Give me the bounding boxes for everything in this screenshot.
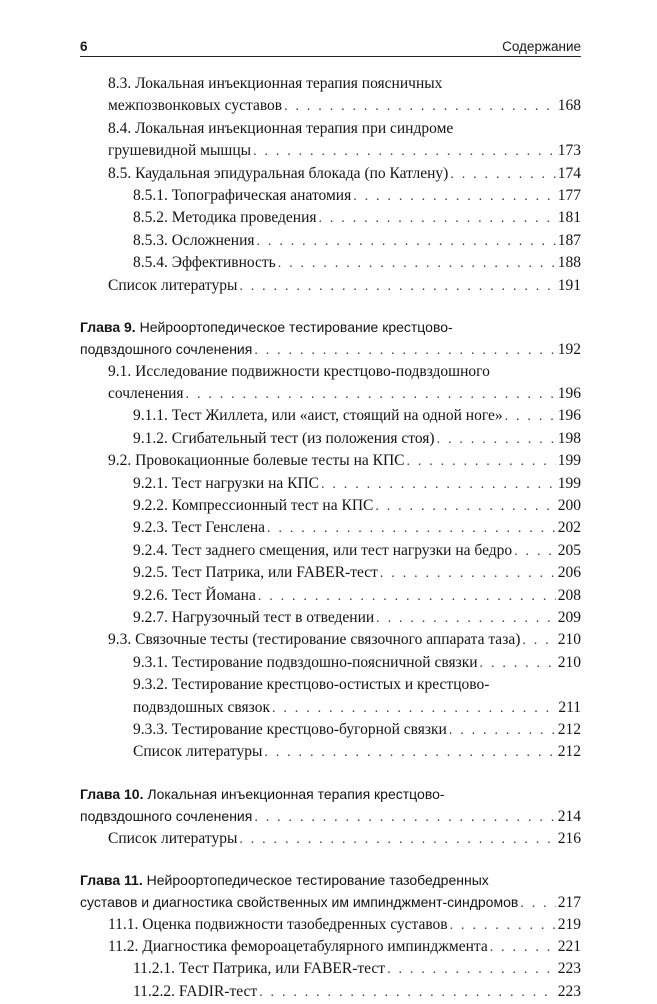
toc-entry[interactable] — [80, 118, 581, 140]
toc-entry-text: 9.3.3. Тестирование крестцово-бугорной связки — [133, 720, 447, 738]
toc-page-number: 210 — [557, 653, 581, 671]
toc-chapter-line[interactable] — [80, 869, 581, 891]
dot-leader — [522, 630, 555, 652]
toc-entry-title — [80, 869, 489, 891]
toc-entry[interactable] — [80, 428, 581, 450]
toc-entry-title — [133, 697, 270, 719]
toc-entry[interactable] — [80, 405, 581, 427]
dot-leader — [278, 253, 556, 275]
toc-entry-text: 8.5.4. Эффективность — [133, 254, 276, 272]
toc-page-number: 198 — [557, 429, 581, 447]
chapter-label: Глава 10. — [80, 785, 144, 802]
dot-leader — [505, 406, 556, 428]
section-gap — [80, 297, 581, 316]
header-rule — [80, 56, 581, 57]
toc-page-number: 206 — [557, 564, 581, 582]
dot-leader — [258, 586, 556, 608]
dot-leader — [376, 608, 556, 630]
dot-leader — [284, 96, 556, 118]
dot-leader — [480, 653, 556, 675]
toc-chapter-line[interactable] — [80, 338, 581, 360]
toc-page-number: 181 — [557, 209, 581, 227]
toc-page-number: 212 — [557, 743, 581, 761]
dot-leader — [257, 231, 556, 253]
toc-page-number: 216 — [557, 829, 581, 847]
toc-entry[interactable] — [80, 473, 581, 495]
toc-entry-text: Локальная инъекционная терапия крестцово- — [147, 785, 445, 802]
dot-leader — [254, 807, 555, 829]
toc-entry[interactable] — [80, 383, 581, 405]
toc-entry[interactable] — [80, 140, 581, 162]
dot-leader — [239, 276, 555, 298]
dot-leader — [272, 698, 556, 720]
toc-entry-title — [108, 163, 448, 185]
toc-entry-text: Нейроортопедическое тестирование крестцово- — [139, 318, 453, 335]
toc-entry-text: 8.5.1. Топографическая анатомия — [133, 186, 352, 204]
toc-entry[interactable] — [80, 629, 581, 651]
dot-leader — [321, 474, 556, 496]
toc-entry-title — [133, 719, 447, 741]
dot-leader — [514, 541, 556, 563]
dot-leader — [449, 720, 556, 742]
toc-page-number: 209 — [557, 608, 581, 626]
toc-entry-title — [133, 473, 319, 495]
toc-page-number: 202 — [557, 519, 581, 537]
toc-page-number: 177 — [557, 186, 581, 204]
dot-leader — [520, 893, 555, 915]
toc-entry[interactable] — [80, 185, 581, 207]
toc-entry[interactable] — [80, 540, 581, 562]
toc-page-number: 199 — [557, 452, 581, 470]
dot-leader — [407, 451, 556, 473]
toc-entry[interactable] — [80, 252, 581, 274]
toc-entry[interactable] — [80, 361, 581, 383]
toc-page-number: 187 — [557, 231, 581, 249]
toc-entry-text: Список литературы — [133, 743, 263, 761]
toc-entry-text: 9.1.2. Сгибательный тест (из положения стоя) — [133, 429, 435, 447]
toc-entry-text: 8.4. Локальная инъекционная терапия при синдроме — [108, 119, 454, 137]
toc-page-number: 219 — [557, 915, 581, 933]
toc-page-number: 188 — [557, 254, 581, 272]
toc-page-number: 221 — [557, 938, 581, 956]
toc-entry-text: сочленения — [108, 385, 184, 403]
toc-entry-text: 8.5. Каудальная эпидуральная блокада (по Катлену) — [108, 164, 449, 182]
toc-entry[interactable] — [80, 607, 581, 629]
toc-entry-title — [133, 607, 374, 629]
toc-page-number: 211 — [558, 698, 581, 716]
dot-leader — [380, 563, 556, 585]
toc-entry-text: Список литературы — [108, 829, 238, 847]
dot-leader — [264, 742, 555, 764]
dot-leader — [353, 186, 556, 208]
toc-entry-title — [133, 585, 256, 607]
toc-entry-text: 8.5.2. Методика проведения — [133, 209, 317, 227]
toc-entry[interactable] — [80, 585, 581, 607]
dot-leader — [253, 141, 556, 163]
toc-chapter-line[interactable] — [80, 316, 581, 338]
toc-page-number: 212 — [557, 720, 581, 738]
toc-entry-title — [133, 405, 503, 427]
dot-leader — [186, 384, 556, 406]
toc-entry-text: 9.2.1. Тест нагрузки на КПС — [133, 474, 319, 492]
toc-entry[interactable] — [80, 914, 581, 936]
toc-entry-title — [133, 674, 489, 696]
page-header — [80, 36, 581, 56]
toc-entry-text: суставов и диагностика свойственных им импинджмент-синдромов — [80, 894, 519, 911]
toc-entry[interactable] — [80, 697, 581, 719]
section-gap — [80, 850, 581, 869]
toc-entry[interactable] — [80, 163, 581, 185]
dot-leader — [437, 429, 556, 451]
toc-entry-text: подвздошного сочленения — [80, 808, 253, 825]
dot-leader — [375, 496, 555, 518]
toc-page-number: 196 — [557, 407, 581, 425]
toc-entry-text: 9.3.2. Тестирование крестцово-остистых и крестцово- — [133, 676, 490, 694]
toc-entry-title — [133, 185, 351, 207]
toc-entry-title — [133, 562, 378, 584]
toc-entry[interactable] — [80, 207, 581, 229]
toc-entry[interactable] — [80, 275, 581, 297]
toc-entry-text: 9.2. Провокационные болевые тесты на КПС — [108, 452, 405, 470]
toc-entry-text: 9.2.4. Тест заднего смещения, или тест нагрузки на бедро — [133, 541, 513, 559]
toc-entry[interactable] — [80, 73, 581, 95]
toc-entry-title — [108, 828, 237, 850]
toc-page-number: 196 — [557, 385, 581, 403]
toc-entry-text: 9.1. Исследование подвижности крестцово-подвздошного — [108, 362, 490, 380]
toc-entry-title — [108, 140, 251, 162]
chapter-label: Глава 9. — [80, 318, 136, 335]
toc-page-number: 214 — [557, 808, 581, 826]
toc-page-number: 199 — [557, 474, 581, 492]
toc-entry-text: 9.3. Связочные тесты (тестирование связочного аппарата таза) — [108, 631, 521, 649]
toc-entry-title — [133, 207, 317, 229]
toc-entry-text: 9.2.7. Нагрузочный тест в отведении — [133, 608, 375, 626]
toc-entry-text: 9.2.5. Тест Патрика, или FABER-тест — [133, 564, 378, 582]
table-of-contents — [80, 73, 581, 1003]
dot-leader — [239, 829, 555, 851]
dot-leader — [319, 208, 556, 230]
toc-entry-text: 9.3.1. Тестирование подвздошно-поясничной связки — [133, 653, 478, 671]
toc-entry[interactable] — [80, 95, 581, 117]
chapter-label: Глава 11. — [80, 871, 143, 888]
toc-entry-text: межпозвонковых суставов — [108, 97, 283, 115]
toc-entry-title — [108, 936, 488, 958]
toc-entry[interactable] — [80, 517, 581, 539]
toc-entry-title — [133, 958, 385, 980]
toc-entry[interactable] — [80, 741, 581, 763]
toc-chapter-line[interactable] — [80, 783, 581, 805]
page-number: 6 — [80, 39, 88, 54]
toc-entry-title — [80, 338, 252, 360]
toc-entry-text: подвздошных связок — [133, 698, 270, 716]
toc-entry[interactable] — [80, 562, 581, 584]
toc-entry-title — [133, 230, 255, 252]
toc-entry-text: 9.2.3. Тест Генслена — [133, 519, 266, 537]
toc-entry-title — [108, 914, 448, 936]
toc-page-number: 223 — [557, 982, 581, 1000]
toc-entry[interactable] — [80, 936, 581, 958]
toc-entry[interactable] — [80, 652, 581, 674]
toc-entry[interactable] — [80, 828, 581, 850]
toc-entry-text: 9.2.6. Тест Йомана — [133, 586, 256, 604]
toc-entry-text: 8.3. Локальная инъекционная терапия поясничных — [108, 75, 443, 92]
toc-chapter-line[interactable] — [80, 805, 581, 827]
toc-chapter-line[interactable] — [80, 891, 581, 913]
toc-entry[interactable] — [80, 719, 581, 741]
toc-page-number: 192 — [557, 341, 581, 359]
toc-entry-title — [108, 361, 490, 383]
toc-entry[interactable] — [80, 450, 581, 472]
dot-leader — [450, 164, 555, 186]
section-gap — [80, 764, 581, 783]
toc-entry-text: 11.2.1. Тест Патрика, или FABER-тест — [133, 960, 386, 978]
toc-entry-text: 11.2.2. FADIR-тест — [133, 982, 258, 1000]
toc-entry-title — [133, 540, 512, 562]
toc-entry-title — [133, 741, 262, 763]
toc-entry-title — [133, 517, 265, 539]
toc-entry-text: Список литературы — [108, 276, 238, 294]
toc-entry-title — [108, 118, 453, 140]
toc-page-number: 217 — [557, 894, 581, 912]
toc-entry-title — [80, 316, 453, 338]
toc-entry[interactable] — [80, 230, 581, 252]
toc-entry-title — [108, 450, 405, 472]
toc-entry-text: 11.1. Оценка подвижности тазобедренных суставов — [108, 915, 448, 933]
toc-entry-title — [108, 629, 520, 651]
toc-entry-title — [133, 428, 435, 450]
toc-entry-title — [108, 275, 237, 297]
toc-entry[interactable] — [80, 495, 581, 517]
dot-leader — [259, 982, 556, 1004]
section-title: Содержание — [502, 39, 581, 54]
toc-entry-title — [108, 73, 442, 95]
toc-page-number: 205 — [557, 541, 581, 559]
toc-page-number: 191 — [557, 276, 581, 294]
toc-entry-text: подвздошного сочленения — [80, 341, 253, 358]
toc-page-number: 173 — [557, 142, 581, 160]
dot-leader — [490, 937, 556, 959]
dot-leader — [254, 340, 555, 362]
toc-entry-title — [80, 805, 252, 827]
toc-page-number: 223 — [557, 960, 581, 978]
toc-entry-text: Нейроортопедическое тестирование тазобедренных — [146, 871, 489, 888]
toc-entry-title — [133, 495, 373, 517]
toc-entry-text: 11.2. Диагностика фемороацетабулярного импинджмента — [108, 938, 488, 956]
toc-entry-text: грушевидной мышцы — [108, 142, 252, 160]
dot-leader — [450, 915, 556, 937]
toc-entry-title — [80, 891, 518, 913]
toc-entry-title — [108, 383, 184, 405]
dot-leader — [387, 959, 556, 981]
toc-entry-title — [80, 783, 445, 805]
toc-page-number: 200 — [557, 497, 581, 515]
toc-entry-text: 9.2.2. Компрессионный тест на КПС — [133, 497, 374, 515]
toc-page-number: 174 — [557, 164, 581, 182]
toc-entry[interactable] — [80, 674, 581, 696]
toc-page-number: 208 — [557, 586, 581, 604]
toc-page-number: 210 — [557, 631, 581, 649]
toc-entry-text: 9.1.1. Тест Жиллета, или «аист, стоящий на одной ноге» — [133, 407, 503, 425]
toc-entry[interactable] — [80, 958, 581, 980]
toc-entry-text: 8.5.3. Осложнения — [133, 231, 255, 249]
dot-leader — [267, 518, 556, 540]
toc-entry-title — [133, 652, 478, 674]
toc-entry-title — [108, 95, 282, 117]
toc-page-number: 168 — [557, 97, 581, 115]
toc-entry-title — [133, 252, 276, 274]
